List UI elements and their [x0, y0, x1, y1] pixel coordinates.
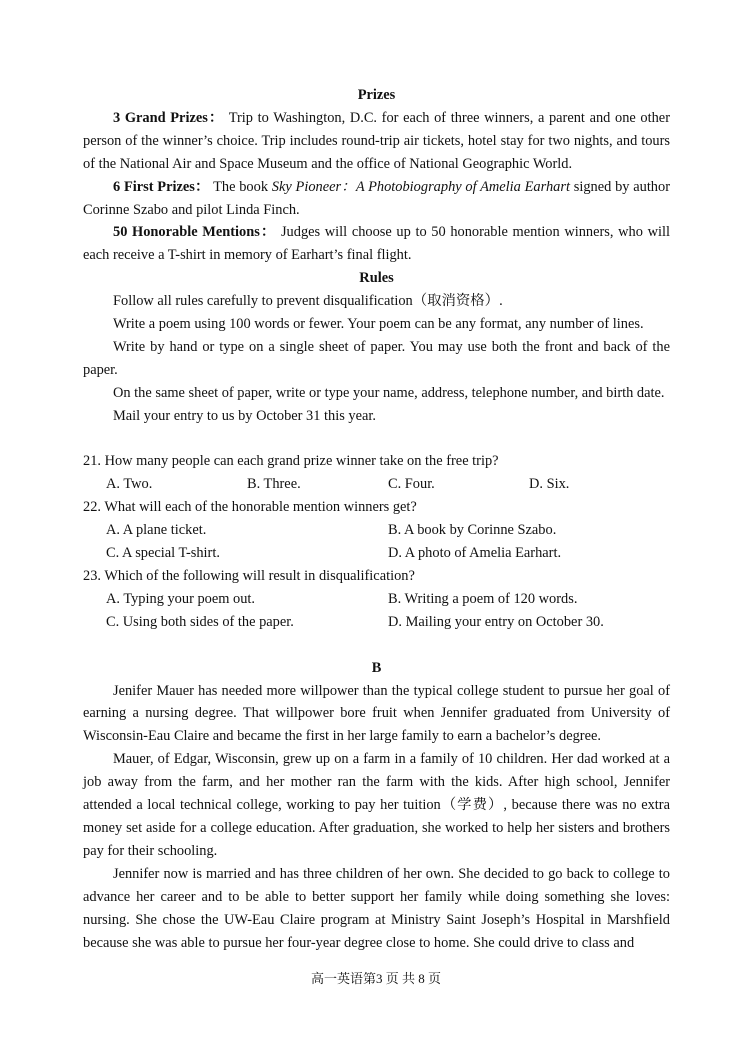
first-prizes-paragraph [83, 176, 670, 222]
question-22-option-a: A. A plane ticket. [106, 522, 207, 539]
first-prizes-text-after: signed by author Corinne Szabo and pilot Linda Finch. [83, 178, 670, 218]
section-spacer [83, 634, 670, 657]
question-22-options-row-2 [83, 542, 670, 565]
question-21-option-b: B. Three. [247, 476, 301, 493]
book-title: Sky Pioneer：A Photobiography of Amelia Earhart [271, 178, 570, 195]
question-23-options-row-2 [83, 611, 670, 634]
question-21-option-c: C. Four. [388, 476, 435, 493]
first-prizes-label: 6 First Prizes [113, 178, 195, 195]
rule-item: Write a poem using 100 words or fewer. Your poem can be any format, any number of lines. [113, 316, 644, 333]
grand-prizes-text: Trip to Washington, D.C. for each of three winners, a parent and one other person of the winner’s choice. Trip includes round-trip air tickets, hotel stay for two nights, and tours of the National Air and Space Museum and the office of National Geographic World. [83, 109, 670, 172]
honorable-mentions-text: Judges will choose up to 50 honorable mention winners, who will each receive a T-shirt in memory of Earhart’s final flight. [83, 224, 670, 264]
question-22-option-d: D. A photo of Amelia Earhart. [388, 545, 562, 562]
question-21-option-d: D. Six. [529, 476, 570, 493]
passage-paragraph: Jenifer Mauer has needed more willpower than the typical college student to pursue her goal of earning a nursing degree. That willpower bore fruit when Jennifer graduated from University of Wisconsin-Eau Claire and became the first in her large family to earn a bachelor’s degree. [83, 682, 670, 745]
honorable-mentions-separator: ： [259, 224, 277, 241]
question-21-stem: 21. How many people can each grand prize winner take on the free trip? [83, 453, 499, 470]
question-23-option-a: A. Typing your poem out. [106, 590, 256, 607]
first-prizes-separator: ： [194, 178, 210, 195]
passage-paragraph: Mauer, of Edgar, Wisconsin, grew up on a farm in a family of 10 children. Her dad worked at a job away from the farm, and her mother ran the farm with the kids. After high school, Jennifer attended a local technical college, working to pay her tuition（学费）, because there was no extra money set aside for a college education. After graduation, she worked to help her sisters and brothers pay for their schooling. [83, 751, 670, 859]
page-footer: 高一英语第3 页 共 8 页 [310, 971, 441, 986]
section-spacer [83, 428, 670, 451]
question-23-option-b: B. Writing a poem of 120 words. [388, 590, 578, 607]
first-prizes-text-before: The book [209, 178, 272, 195]
grand-prizes-label: 3 Grand Prizes [113, 109, 208, 126]
question-23-option-c: C. Using both sides of the paper. [106, 613, 294, 630]
question-22-option-b: B. A book by Corinne Szabo. [388, 522, 557, 539]
question-21-option-a: A. Two. [106, 476, 153, 493]
question-23-options-row-1 [83, 588, 670, 611]
section-b-heading: B [371, 659, 382, 676]
rule-item: On the same sheet of paper, write or type your name, address, telephone number, and birth date. [113, 384, 665, 401]
page-content [83, 84, 670, 954]
honorable-mentions-label: 50 Honorable Mentions [113, 224, 260, 241]
rule-item: Follow all rules carefully to prevent disqualification（取消资格）. [113, 293, 503, 310]
rule-item: Mail your entry to us by October 31 this year. [113, 407, 376, 424]
passage-paragraph: Jennifer now is married and has three children of her own. She decided to go back to college to advance her career and to be able to better support her family while doing something she loves: nursing. She chose the UW-Eau Claire program at Ministry Saint Joseph’s Hospital in Marshfield because she was able to pursue her four-year degree close to home. She could drive to class and [83, 865, 670, 951]
grand-prizes-separator: ： [207, 109, 225, 126]
question-22-options-row-1 [83, 519, 670, 542]
question-22-option-c: C. A special T-shirt. [106, 545, 220, 562]
question-22-stem: 22. What will each of the honorable mention winners get? [83, 499, 417, 516]
question-23-option-d: D. Mailing your entry on October 30. [388, 613, 604, 630]
question-21-options [83, 473, 670, 496]
question-23-stem: 23. Which of the following will result in disqualification? [83, 568, 415, 585]
prizes-heading: Prizes [357, 87, 396, 103]
honorable-mentions-paragraph [83, 221, 670, 267]
rule-item: Write by hand or type on a single sheet of paper. You may use both the front and back of the paper. [83, 338, 670, 378]
grand-prizes-paragraph [83, 107, 670, 176]
rules-heading: Rules [359, 270, 394, 287]
